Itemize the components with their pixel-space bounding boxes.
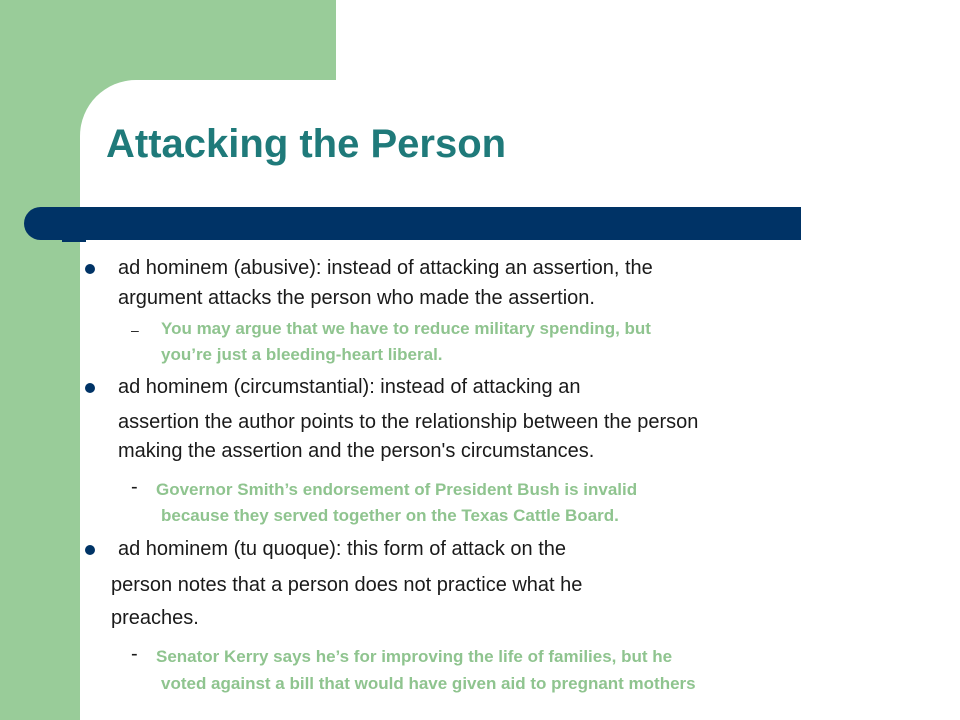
example-abusive-line-2: you’re just a bleeding-heart liberal.: [161, 345, 443, 364]
example-circumstantial-line-2: because they served together on the Texas Cattle Board.: [161, 506, 619, 525]
bullet-icon: [85, 545, 95, 555]
example-tu-quoque-line-2: voted against a bill that would have given aid to pregnant mothers: [161, 674, 696, 693]
item-abusive-line-2: argument attacks the person who made the assertion.: [118, 287, 595, 309]
item-circumstantial-line-3: making the assertion and the person's circumstances.: [118, 440, 595, 462]
example-abusive-line-1: You may argue that we have to reduce military spending, but: [161, 319, 651, 338]
example-tu-quoque-line-1: Senator Kerry says he’s for improving the life of families, but he: [156, 647, 673, 666]
example-dash: –: [131, 322, 139, 338]
item-tu-quoque-line-1: ad hominem (tu quoque): this form of attack on the: [118, 538, 567, 560]
slide-title: Attacking the Person: [106, 122, 507, 166]
item-circumstantial-line-1: ad hominem (circumstantial): instead of attacking an: [118, 376, 581, 398]
item-abusive-line-1: ad hominem (abusive): instead of attacking an assertion, the: [118, 257, 653, 279]
item-circumstantial-line-2: assertion the author points to the relationship between the person: [118, 411, 699, 433]
item-tu-quoque-line-2: person notes that a person does not practice what he: [111, 574, 583, 596]
bullet-icon: [85, 264, 95, 274]
example-dash: -: [131, 476, 138, 498]
item-tu-quoque-line-3: preaches.: [111, 607, 199, 629]
example-circumstantial-line-1: Governor Smith’s endorsement of President Bush is invalid: [156, 480, 638, 499]
bullet-icon: [85, 383, 95, 393]
example-dash: -: [131, 643, 138, 665]
